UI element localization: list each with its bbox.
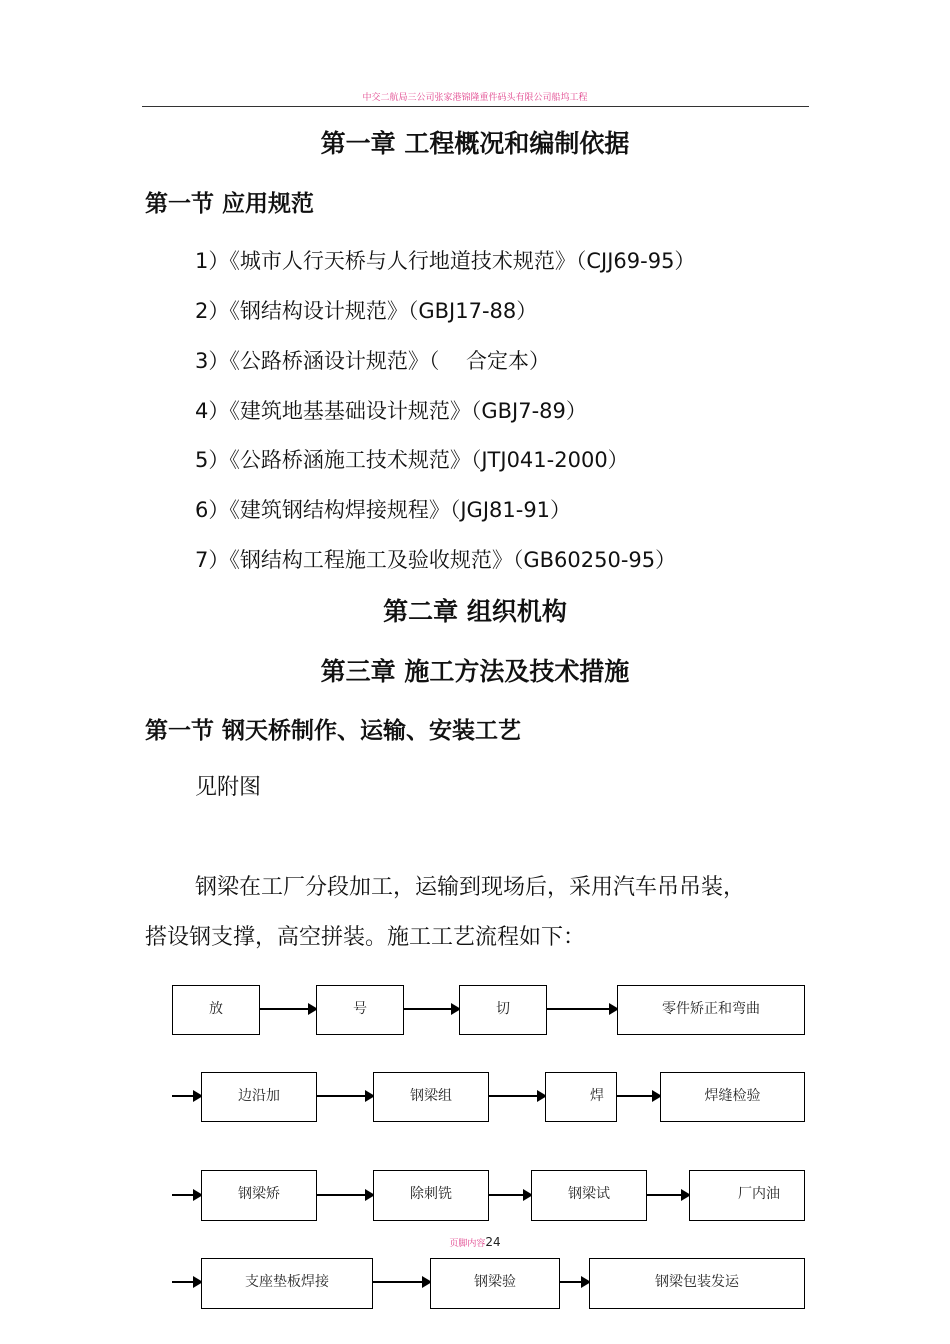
flow-step-box <box>589 1258 805 1309</box>
flow-step-label: 厂内油 <box>738 1186 780 1202</box>
flow-step-label: 零件矫正和弯曲 <box>662 1001 760 1017</box>
flow-arrow <box>489 1095 545 1097</box>
reference-item: 4）《建筑地基基础设计规范》（GBJ7-89） <box>195 399 587 423</box>
flow-step-box <box>373 1072 489 1122</box>
flow-step-box <box>459 985 547 1035</box>
paragraph-line-2: 搭设钢支撑，高空拼装。施工工艺流程如下： <box>145 925 586 950</box>
flow-step-box <box>316 985 404 1035</box>
flow-step-box <box>545 1072 617 1122</box>
flow-step-box <box>430 1258 560 1309</box>
flow-arrow <box>317 1095 373 1097</box>
flow-arrow <box>489 1194 531 1196</box>
chapter-2-title: 第二章 组织机构 <box>383 597 567 626</box>
chapter-1-title: 第一章 工程概况和编制依据 <box>320 129 630 158</box>
flow-step-box <box>172 985 260 1035</box>
flow-step-label: 放 <box>209 1001 223 1017</box>
flow-arrow <box>172 1194 201 1196</box>
flow-arrow <box>260 1008 316 1010</box>
reference-item: 7）《钢结构工程施工及验收规范》（GB60250-95） <box>195 548 677 572</box>
flow-arrow <box>547 1008 617 1010</box>
flow-step-box <box>531 1170 647 1221</box>
page-header-text: 中交二航局三公司张家港锦隆重件码头有限公司船坞工程 <box>362 93 588 103</box>
flow-step-label: 焊 <box>590 1088 604 1104</box>
flow-step-label: 钢梁试 <box>568 1186 610 1202</box>
section-1-title: 第一节 应用规范 <box>145 191 315 217</box>
flow-step-box <box>617 985 805 1035</box>
flow-arrow <box>172 1095 201 1097</box>
see-figure-text: 见附图 <box>195 775 262 800</box>
flow-step-box <box>201 1258 373 1309</box>
flow-step-box <box>373 1170 489 1221</box>
flow-step-label: 钢梁包装发运 <box>655 1274 739 1290</box>
reference-item: 1）《城市人行天桥与人行地道技术规范》（CJJ69-95） <box>195 249 696 273</box>
flow-arrow <box>404 1008 459 1010</box>
flow-step-label: 切 <box>496 1001 510 1017</box>
flow-arrow <box>373 1281 430 1283</box>
flow-step-box <box>201 1170 317 1221</box>
flow-step-label: 支座垫板焊接 <box>245 1274 329 1290</box>
flow-step-label: 除刺铣 <box>410 1186 452 1202</box>
reference-item: 5）《公路桥涵施工技术规范》（JTJ041-2000） <box>195 448 629 472</box>
footer-label: 页脚内容 <box>449 1239 486 1249</box>
flow-step-label: 钢梁组 <box>410 1088 452 1104</box>
flow-step-label: 钢梁验 <box>474 1274 516 1290</box>
paragraph-line-1: 钢梁在工厂分段加工，运输到现场后，采用汽车吊吊装， <box>195 875 746 900</box>
section-2-title: 第一节 钢天桥制作、运输、安装工艺 <box>145 718 522 744</box>
reference-item: 3）《公路桥涵设计规范》（ 合定本） <box>195 349 551 373</box>
flow-step-box <box>689 1170 805 1221</box>
flow-arrow <box>317 1194 373 1196</box>
page-number: 24 <box>485 1235 501 1249</box>
flow-step-label: 钢梁矫 <box>238 1186 280 1202</box>
flow-step-box <box>660 1072 805 1122</box>
flow-step-label: 焊缝检验 <box>704 1088 761 1104</box>
header-rule <box>142 106 809 107</box>
flow-arrow <box>560 1281 589 1283</box>
flow-step-label: 边沿加 <box>238 1088 280 1104</box>
flow-arrow <box>617 1095 660 1097</box>
chapter-3-title: 第三章 施工方法及技术措施 <box>320 657 630 686</box>
flow-arrow <box>647 1194 689 1196</box>
flow-step-box <box>201 1072 317 1122</box>
flow-step-label: 号 <box>353 1001 367 1017</box>
page-footer <box>0 1231 950 1250</box>
reference-item: 6）《建筑钢结构焊接规程》（JGJ81-91） <box>195 498 572 522</box>
flow-arrow <box>172 1281 201 1283</box>
reference-item: 2）《钢结构设计规范》（GBJ17-88） <box>195 299 538 323</box>
